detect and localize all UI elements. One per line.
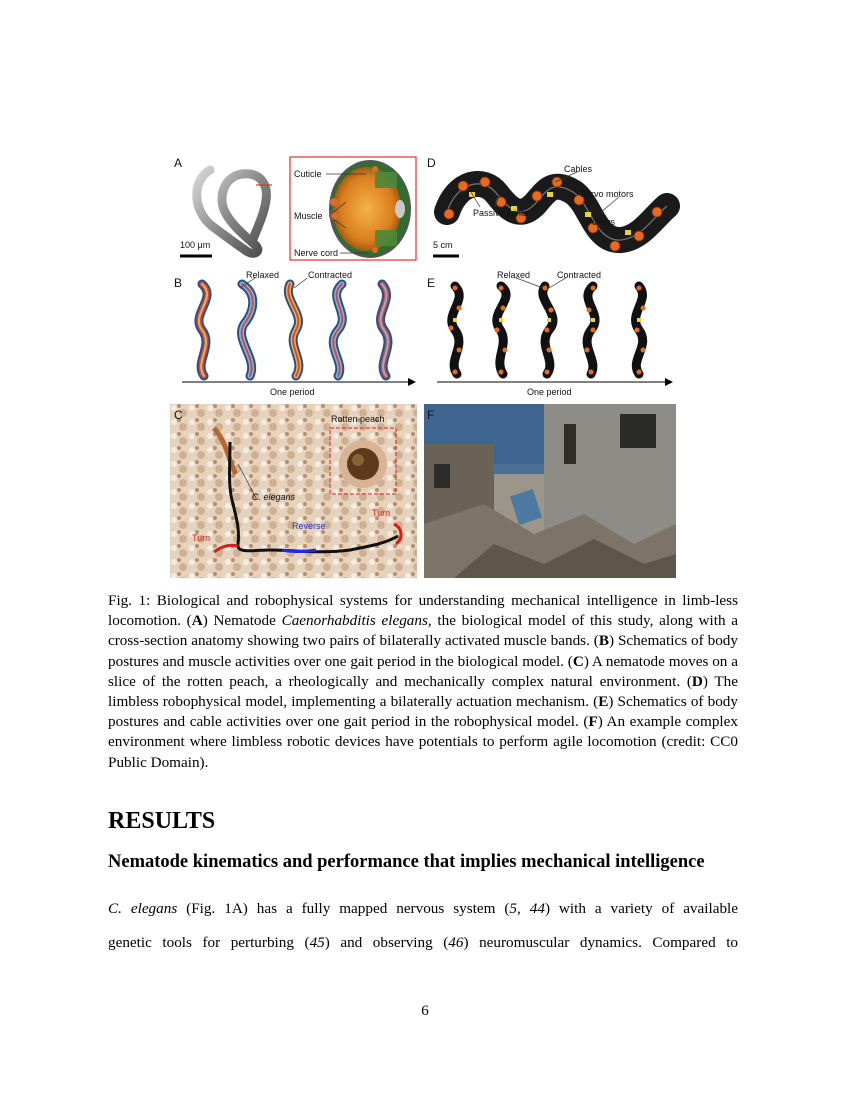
caption-d-text: ) The limbless robophysical model, implementing a bilaterally actuation mechanism. ( (108, 672, 738, 711)
body-line-2 (108, 934, 738, 952)
caption-lead: Fig. 1: Biological and robophysical systems for understanding mechanical intelligence in limb-less locomotion. ( (108, 592, 738, 630)
turn-left-label: Turn (192, 533, 211, 543)
section-title: RESULTS (108, 808, 216, 834)
caption-letter-a: A (191, 612, 203, 630)
nerve-cord-label: Nerve cord (294, 248, 339, 258)
body-line-1 (108, 900, 738, 918)
panel-c-graphic (170, 404, 417, 578)
cables-label: Cables (564, 164, 593, 174)
c-elegans-label: C. elegans (252, 492, 296, 502)
muscle-label: Muscle (294, 211, 323, 221)
subsection-title: Nematode kinematics and performance that implies mechanical intelligence (108, 852, 705, 872)
caption-b-text: ) Schematics of body postures and muscle activities over one gait period in the biological model. ( (108, 632, 738, 670)
panel-letter-d: D (427, 156, 436, 170)
caption-f-text: ) An example complex environment where limbless robotic devices have potentials to perform agile locomotion (credit: CC0 Public Domain). (108, 713, 738, 771)
rotten-peach-label: Rotten peach (331, 414, 385, 424)
caption-a-text-2: , the biological model of this study, along with a cross-section anatomy showing two pairs of bilaterally activated muscle bands. ( (108, 612, 738, 650)
figure-caption (108, 591, 738, 773)
pulleys-label: Pulleys (586, 217, 616, 227)
body-line-2-b: ) and observing ( (324, 934, 449, 951)
body-line-1-b: ) with a variety of available (544, 900, 739, 917)
panel-letter-e: E (427, 276, 436, 290)
body-line-1-a: (Fig. 1A) has a fully mapped nervous system ( (177, 900, 510, 917)
citation-46: 46 (448, 934, 464, 951)
panel-b-period-label: One period (270, 387, 315, 397)
cuticle-label: Cuticle (294, 169, 322, 179)
caption-letter-b: B (598, 632, 609, 650)
panel-letter-a: A (174, 156, 183, 170)
caption-letter-e: E (598, 693, 609, 711)
panel-d-scale-bar-label: 5 cm (433, 240, 453, 250)
panel-d-graphic (425, 152, 680, 270)
reverse-label: Reverse (292, 521, 326, 531)
caption-letter-f: F (588, 713, 598, 731)
panel-e-contracted-label: Contracted (557, 270, 602, 280)
panel-letter-f: F (427, 408, 435, 422)
citation-45: 45 (309, 934, 325, 951)
panel-f-photo (424, 404, 676, 578)
panel-a-scale-bar-label: 100 μm (180, 240, 211, 250)
caption-c-text: ) A nematode moves on a slice of the rotten peach, a rheologically and mechanically complex natural environment. ( (108, 652, 738, 690)
panel-b-relaxed-label: Relaxed (246, 270, 280, 280)
body-species: C. elegans (108, 900, 178, 917)
caption-e-text: ) Schematics of body postures and cable activities over one gait period in the robophysical model. ( (108, 693, 738, 731)
turn-right-label: Turn (372, 508, 391, 518)
panel-letter-c: C (174, 408, 183, 422)
page-number: 6 (421, 1003, 429, 1019)
caption-letter-c: C (572, 652, 584, 670)
citation-5-44: 5, 44 (509, 900, 545, 917)
panel-e-period-label: One period (527, 387, 572, 397)
servo-motors-label: Servo motors (580, 189, 634, 199)
body-line-2-a: genetic tools for perturbing ( (108, 934, 310, 951)
panel-b-contracted-label: Contracted (308, 270, 353, 280)
panel-e-relaxed-label: Relaxed (497, 270, 531, 280)
panel-b-graphic (170, 278, 420, 390)
body-line-2-c: ) neuromuscular dynamics. Compared to (463, 934, 739, 951)
panel-letter-b: B (174, 276, 183, 290)
caption-a-text-1: ) Nematode (202, 612, 282, 630)
panel-e-graphic (425, 278, 680, 390)
caption-species: Caenorhabditis elegans (281, 612, 428, 630)
figure-1 (170, 152, 680, 580)
passive-joints-label: Passive joints (473, 208, 529, 218)
caption-letter-d: D (691, 672, 703, 690)
